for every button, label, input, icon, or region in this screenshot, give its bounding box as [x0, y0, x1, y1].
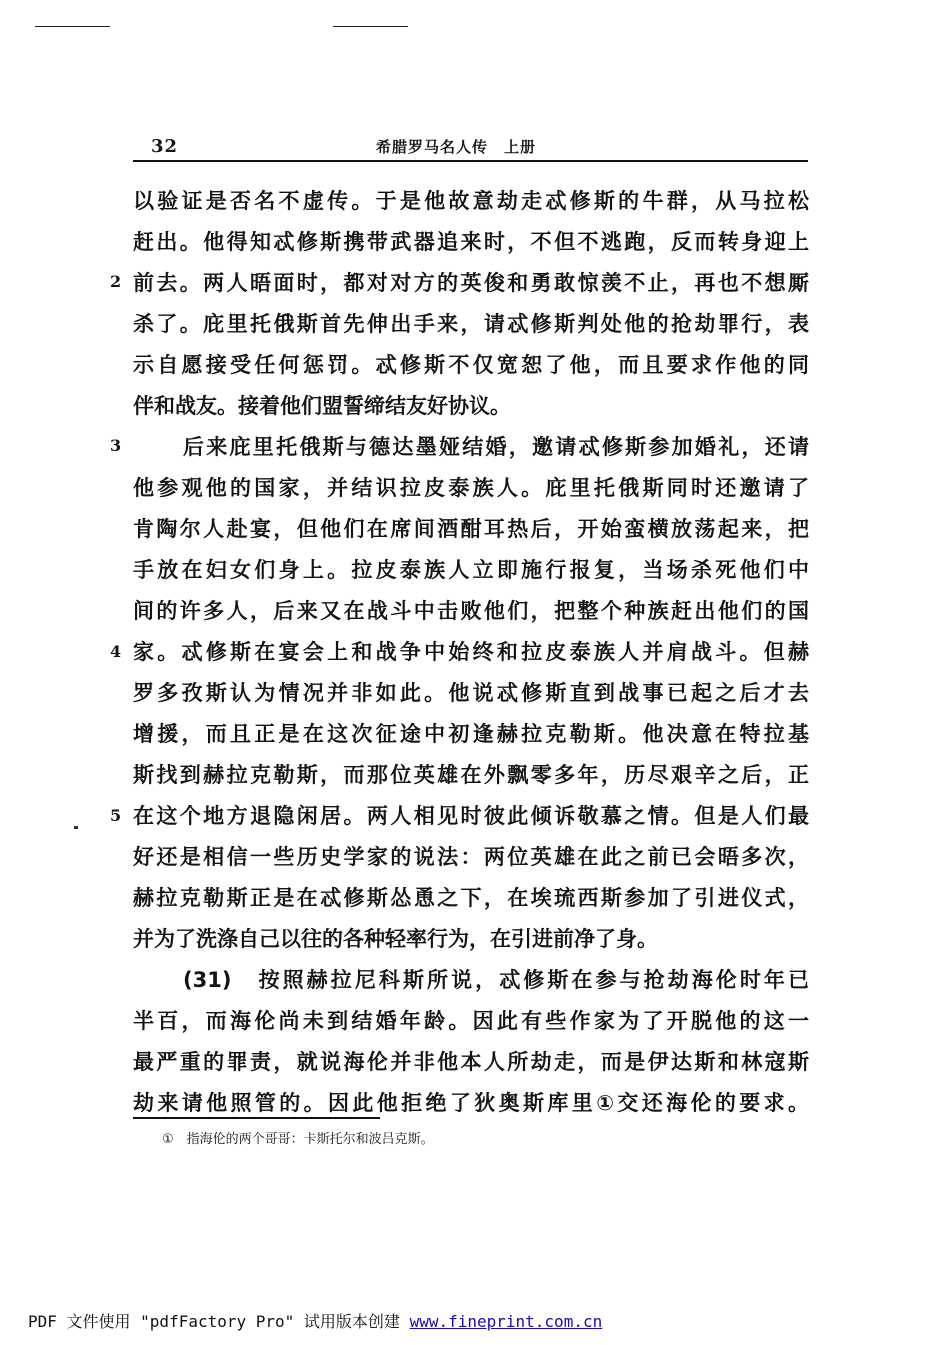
watermark-link[interactable]: www.fineprint.com.cn — [409, 1312, 603, 1331]
running-title: 希腊罗马名人传 上册 — [376, 138, 537, 156]
text-line: 最严重的罪责，就说海伦并非他本人所劫走，而是伊达斯和林寇斯 — [133, 1050, 809, 1074]
watermark-text: PDF 文件使用 "pdfFactory Pro" 试用版本创建 — [28, 1312, 410, 1331]
scan-speck — [74, 826, 78, 829]
margin-number: 4 — [110, 642, 122, 661]
text-line: 在这个地方退隐闲居。两人相见时彼此倾诉敬慕之情。但是人们最 — [133, 804, 809, 828]
text-line: 伴和战友。接着他们盟誓缔结友好协议。 — [133, 394, 511, 418]
text-line: 后来庇里托俄斯与德达墨娅结婚，邀请忒修斯参加婚礼，还请 — [183, 435, 809, 459]
text-line: 杀了。庇里托俄斯首先伸出手来，请忒修斯判处他的抢劫罪行，表 — [133, 312, 809, 336]
footnote-rule — [133, 1117, 380, 1119]
text-line: 赶出。他得知忒修斯携带武器追来时，不但不逃跑，反而转身迎上 — [133, 230, 809, 254]
text-line: 以验证是否名不虚传。于是他故意劫走忒修斯的牛群，从马拉松 — [133, 189, 809, 213]
text-line: 示自愿接受任何惩罚。忒修斯不仅宽恕了他，而且要求作他的同 — [133, 353, 809, 377]
text-line: 赫拉克勒斯正是在忒修斯怂恿之下，在埃琉西斯参加了引进仪式， — [133, 886, 809, 910]
text-line: (31) 按照赫拉尼科斯所说，忒修斯在参与抢劫海伦时年已 — [183, 968, 809, 992]
text-line: 增援，而且正是在这次征途中初逢赫拉克勒斯。他决意在特拉基 — [133, 722, 809, 746]
text-line: 斯找到赫拉克勒斯，而那位英雄在外飘零多年，历尽艰辛之后，正 — [133, 763, 809, 787]
text-line: 手放在妇女们身上。拉皮泰族人立即施行报复，当场杀死他们中 — [133, 558, 809, 582]
margin-number: 3 — [110, 436, 122, 455]
pdf-watermark — [28, 1309, 602, 1332]
text-line: 罗多孜斯认为情况并非如此。他说忒修斯直到战事已起之后才去 — [133, 681, 809, 705]
margin-number: 5 — [110, 806, 122, 825]
text-line: 肯陶尔人赴宴，但他们在席间酒酣耳热后，开始蛮横放荡起来，把 — [133, 517, 809, 541]
body-text — [133, 186, 809, 1129]
text-line: 前去。两人晤面时，都对对方的英俊和勇敢惊羡不止，再也不想厮 — [133, 271, 809, 295]
text-line: 好还是相信一些历史学家的说法：两位英雄在此之前已会晤多次， — [133, 845, 809, 869]
text-line: 半百，而海伦尚未到结婚年龄。因此有些作家为了开脱他的这一 — [133, 1009, 809, 1033]
footnote: ① 指海伦的两个哥哥：卡斯托尔和波吕克斯。 — [162, 1132, 434, 1147]
page-header — [133, 136, 808, 158]
page-number: 32 — [151, 136, 179, 157]
text-line: 并为了洗涤自己以往的各种轻率行为，在引进前净了身。 — [133, 927, 658, 951]
top-rule-right — [333, 26, 408, 27]
text-line: 劫来请他照管的。因此他拒绝了狄奥斯库里①交还海伦的要求。 — [133, 1091, 809, 1115]
text-line: 他参观他的国家，并结识拉皮泰族人。庇里托俄斯同时还邀请了 — [133, 476, 809, 500]
margin-number: 2 — [110, 272, 122, 291]
top-rule-left — [35, 26, 110, 27]
header-rule — [133, 160, 808, 162]
text-line: 间的许多人，后来又在战斗中击败他们，把整个种族赶出他们的国 — [133, 599, 809, 623]
text-line: 家。忒修斯在宴会上和战争中始终和拉皮泰族人并肩战斗。但赫 — [133, 640, 809, 664]
